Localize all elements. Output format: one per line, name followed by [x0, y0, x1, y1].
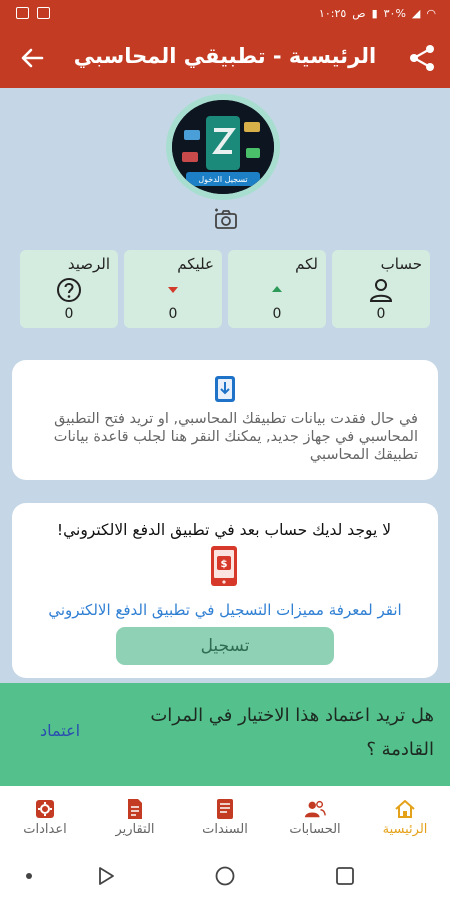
snackbar-message: هل تريد اعتماد هذا الاختيار في المرات القادمة ؟ — [150, 705, 434, 760]
download-phone-icon — [214, 375, 236, 403]
stat-on-you[interactable] — [124, 250, 222, 328]
nav-label: الحسابات — [289, 822, 341, 837]
profile-avatar[interactable] — [166, 94, 284, 200]
question-icon — [55, 276, 83, 304]
system-navigation-bar — [0, 850, 450, 900]
page-title: الرئيسية - تطبيقي المحاسبي — [73, 44, 377, 68]
stat-value: 0 — [376, 306, 386, 322]
stat-accounts[interactable] — [332, 250, 430, 328]
avatar-banner: تسجيل الدخول — [198, 175, 248, 184]
image-notification-icon — [16, 7, 29, 19]
nav-home[interactable] — [360, 786, 450, 850]
stat-label: عليكم — [177, 255, 214, 273]
stat-value: 0 — [64, 306, 74, 322]
stat-label: لكم — [295, 255, 318, 273]
nav-label: اعدادات — [23, 822, 67, 837]
stat-value: 0 — [272, 306, 282, 322]
triangle-up-icon — [263, 276, 291, 304]
status-time: ١٠:٢٥ — [318, 7, 347, 20]
dot-icon[interactable] — [18, 865, 40, 887]
share-icon[interactable] — [408, 43, 436, 73]
app-bar — [0, 30, 450, 88]
snackbar-approve-button[interactable]: اعتماد — [40, 721, 81, 740]
message-notification-icon — [37, 7, 50, 19]
reports-icon — [124, 798, 146, 820]
nav-label: السندات — [202, 822, 248, 837]
stats-row — [20, 250, 430, 328]
payment-message: لا يوجد لديك حساب بعد في تطبيق الدفع الالكتروني! — [56, 521, 392, 539]
payment-info-link[interactable]: انقر لمعرفة مميزات التسجيل في تطبيق الدفع الالكتروني — [48, 601, 402, 619]
settings-icon — [34, 798, 56, 820]
nav-vouchers[interactable] — [180, 786, 270, 850]
nav-label: التقارير — [115, 822, 155, 837]
status-battery: ٣٠% — [383, 7, 406, 20]
status-bar — [0, 0, 450, 30]
battery-icon: ▮ — [371, 7, 378, 20]
nav-reports[interactable] — [90, 786, 180, 850]
restore-data-card[interactable] — [12, 360, 438, 480]
nav-settings[interactable] — [0, 786, 90, 850]
camera-icon[interactable] — [213, 208, 239, 230]
restore-data-text: في حال فقدت بيانات تطبيقك المحاسبي, او تريد فتح التطبيق المحاسبي في جهاز جديد, يمكنك النقر هنا لجلب قاعدة بيانات تطبيقك المحاسبي — [53, 411, 418, 463]
recents-icon[interactable] — [334, 865, 356, 887]
home-circle-icon[interactable] — [214, 865, 236, 887]
snackbar — [0, 683, 450, 786]
triangle-down-icon — [159, 276, 187, 304]
avatar — [172, 100, 274, 194]
mobile-payment-icon — [210, 545, 238, 587]
register-button[interactable]: تسجيل — [116, 627, 334, 665]
stat-label: حساب — [380, 255, 422, 273]
stat-label: الرصيد — [67, 255, 110, 273]
play-icon[interactable] — [95, 865, 117, 887]
svg-text:$: $ — [220, 559, 228, 570]
stat-for-you[interactable] — [228, 250, 326, 328]
home-icon — [394, 798, 416, 820]
payment-card — [12, 503, 438, 678]
wifi-icon: ◠ — [426, 7, 436, 20]
stat-value: 0 — [168, 306, 178, 322]
stat-balance[interactable] — [20, 250, 118, 328]
nav-accounts[interactable] — [270, 786, 360, 850]
status-period: ص — [352, 7, 366, 20]
signal-icon: ◢ — [411, 7, 421, 20]
nav-label: الرئيسية — [382, 822, 428, 837]
person-icon — [367, 276, 395, 304]
bottom-navigation — [0, 786, 450, 850]
receipt-icon — [214, 798, 236, 820]
users-icon — [304, 798, 326, 820]
